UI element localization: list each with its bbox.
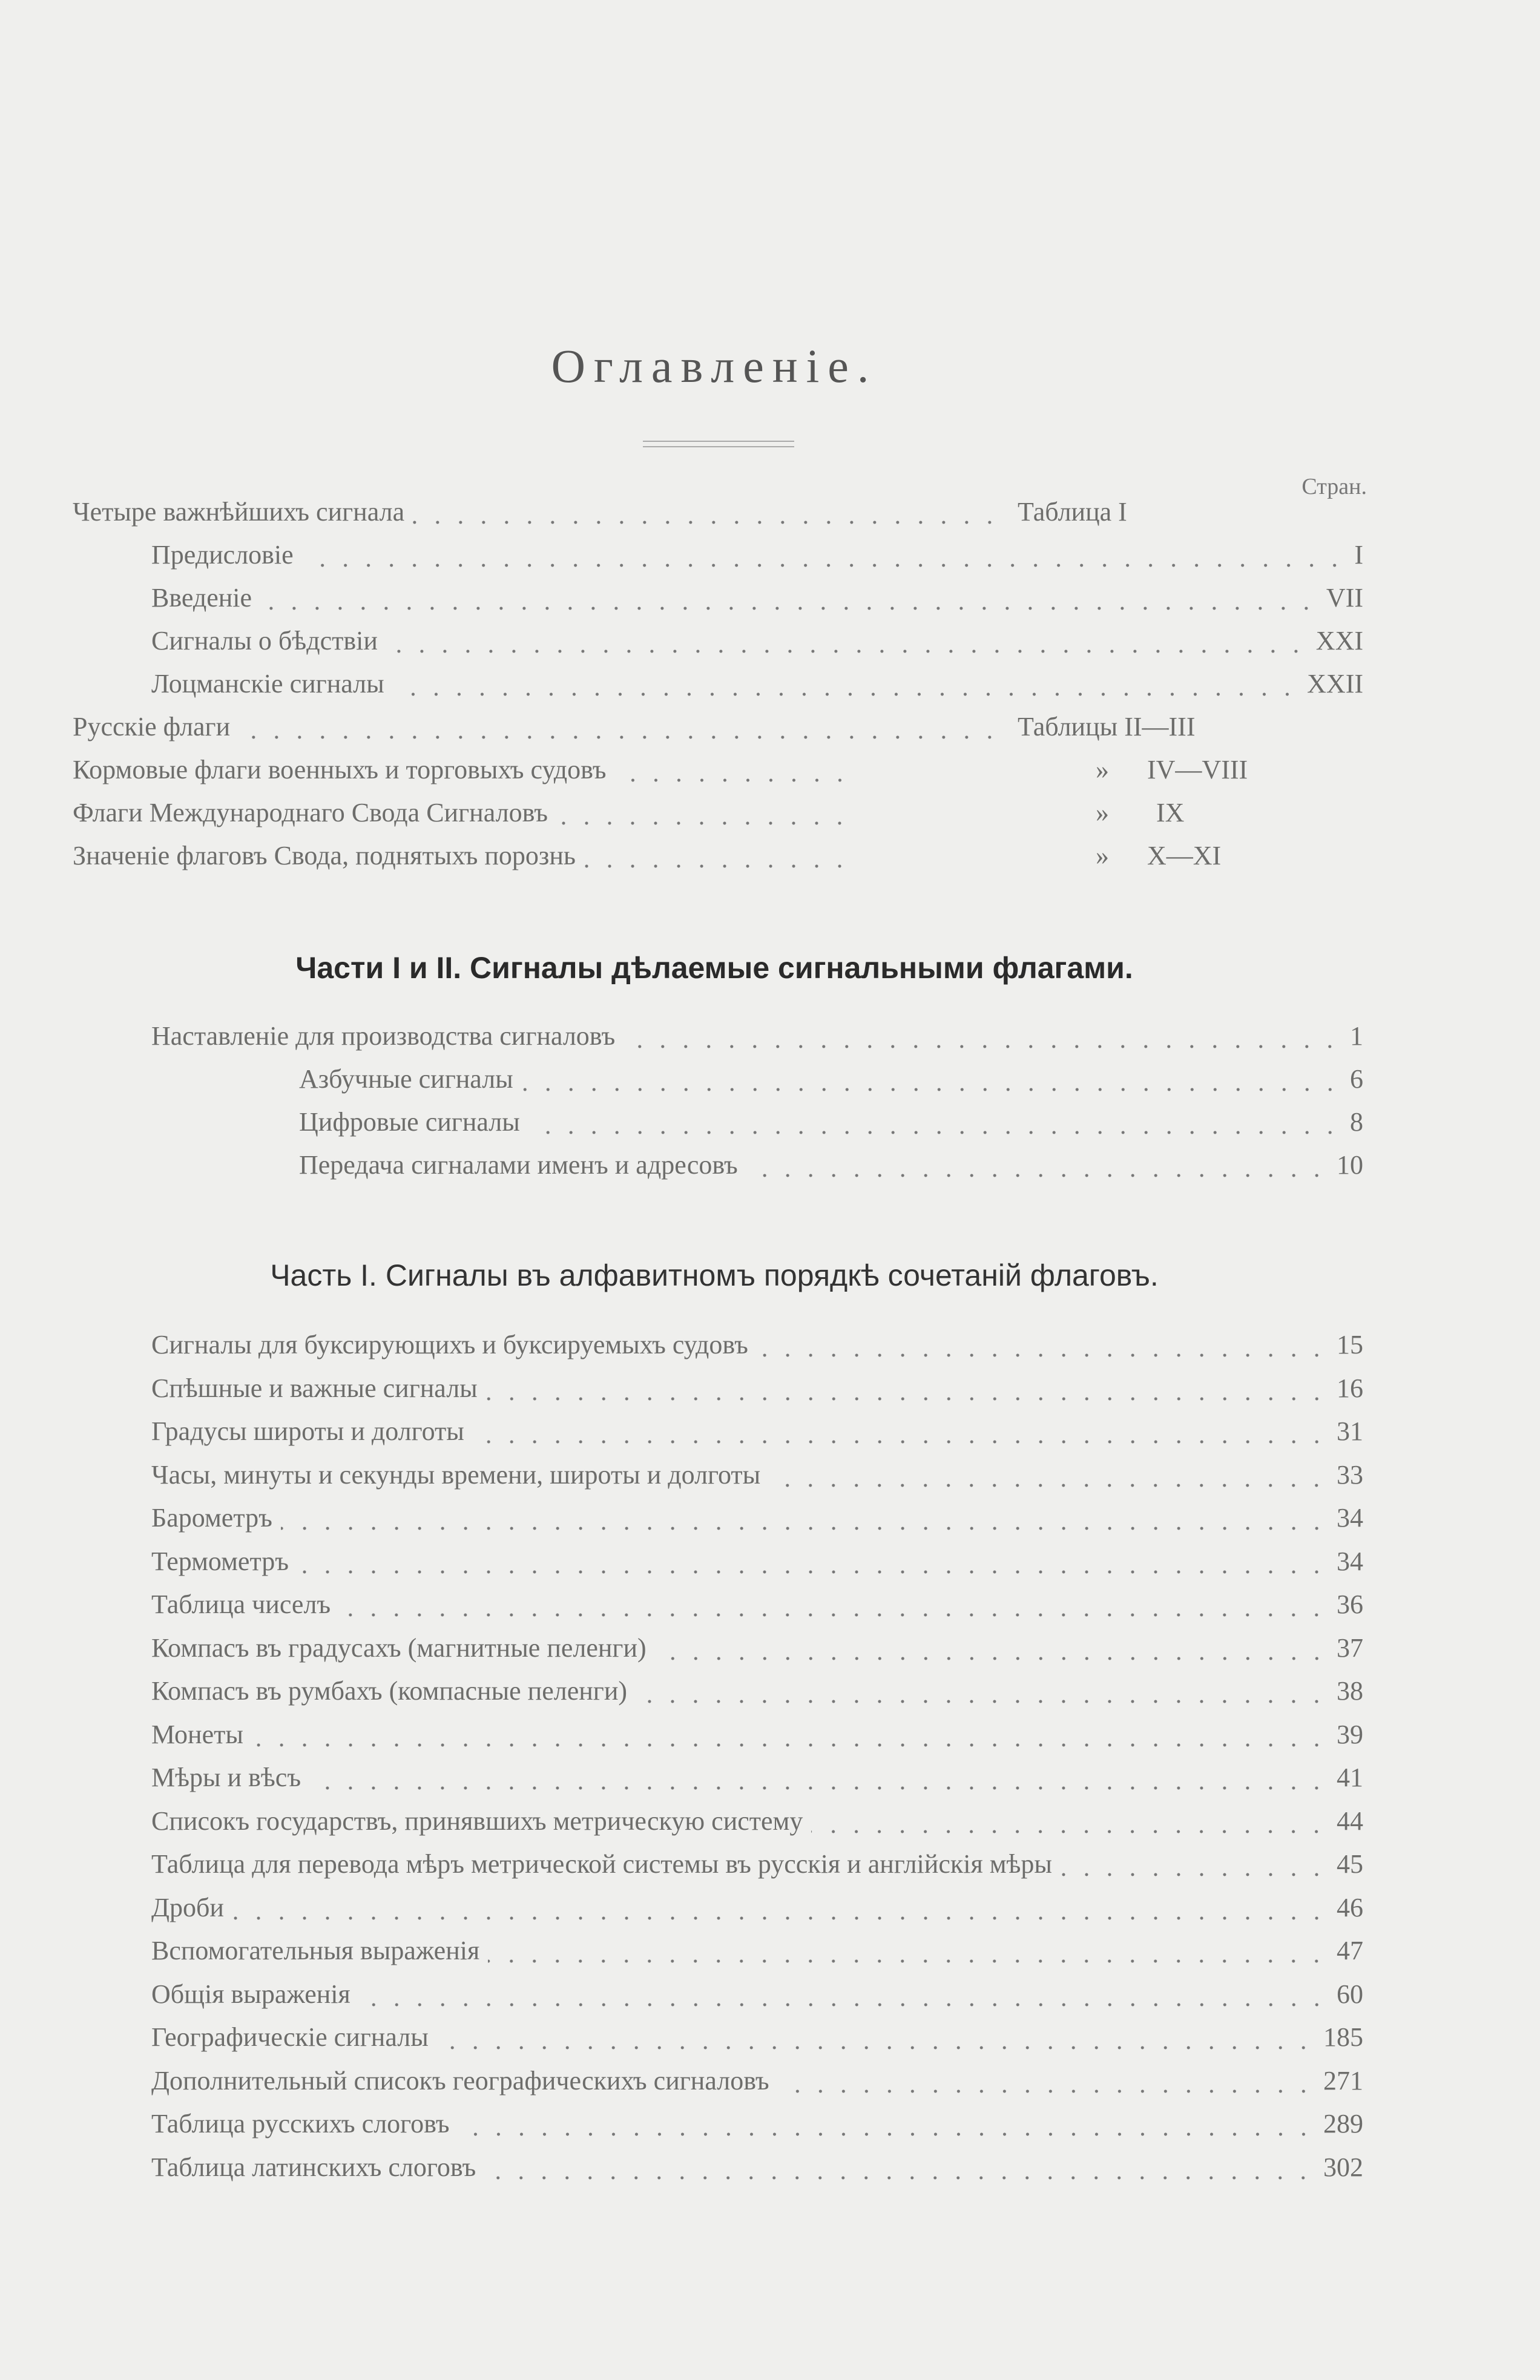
entry-title: Наставленіе для производства сигналовъ — [151, 1021, 616, 1051]
toc-entry[interactable] — [73, 496, 1010, 533]
dot-leader — [302, 564, 1346, 567]
page-number: 271 — [1323, 2065, 1363, 2096]
page-number: 38 — [1337, 1676, 1363, 1706]
entry-title: Списокъ государствъ, принявшихъ метрическую систему — [151, 1806, 803, 1836]
dot-leader — [437, 2046, 1315, 2050]
toc-entry[interactable] — [151, 1806, 1363, 1842]
dot-leader — [488, 1959, 1328, 1963]
page-number: 41 — [1337, 1763, 1363, 1792]
entry-title: Передача сигналами именъ и адресовъ — [299, 1150, 738, 1180]
page-number: 34 — [1337, 1546, 1363, 1576]
entry-title: Таблица латинскихъ слоговъ — [151, 2152, 476, 2182]
toc-entry[interactable] — [299, 1106, 1363, 1143]
dot-leader — [359, 2003, 1328, 2007]
toc-entry[interactable] — [151, 625, 1363, 662]
plate-number: X—XI — [1147, 841, 1222, 870]
entry-title: Градусы широты и долготы — [151, 1416, 464, 1446]
dot-leader — [260, 607, 1318, 610]
toc-entry[interactable] — [151, 1329, 1363, 1366]
toc-entry[interactable] — [73, 754, 860, 791]
section-heading-part-1: Часть I. Сигналы въ алфавитномъ порядкѣ сочетаній флаговъ. — [270, 1258, 1159, 1292]
entry-title: Географическіе сигналы — [151, 2022, 429, 2052]
entry-title: Вспомогательныя выраженія — [151, 1936, 480, 1965]
dot-leader — [769, 1484, 1328, 1487]
entry-title: Дополнительный списокъ географическихъ сигналовъ — [151, 2065, 769, 2096]
toc-entry[interactable] — [151, 1021, 1363, 1057]
toc-entry[interactable] — [151, 2065, 1363, 2102]
dot-leader — [615, 778, 851, 782]
dot-leader — [239, 735, 1001, 739]
entry-title: Монеты — [151, 1719, 243, 1749]
toc-entry[interactable] — [151, 539, 1363, 576]
plate-reference: Таблица I — [1018, 497, 1127, 527]
ditto-mark: » — [1096, 755, 1109, 784]
entry-title: Часы, минуты и секунды времени, широты и долготы — [151, 1459, 761, 1490]
page-number: XXI — [1315, 626, 1363, 656]
toc-entry[interactable] — [151, 2108, 1363, 2145]
section-heading-parts-1-2: Части I и II. Сигналы дѣлаемые сигнальными флагами. — [295, 951, 1133, 985]
entry-title: Лоцманскіе сигналы — [151, 669, 384, 699]
dot-leader — [473, 1440, 1328, 1444]
toc-entry[interactable] — [151, 1416, 1363, 1452]
page-number: 46 — [1337, 1892, 1363, 1922]
page-number: 34 — [1337, 1503, 1363, 1533]
entry-title: Компасъ въ румбахъ (компасные пеленги) — [151, 1676, 628, 1706]
dot-leader — [484, 2176, 1315, 2180]
plate-reference: Таблицы II—III — [1018, 712, 1196, 741]
page-number: I — [1354, 540, 1363, 570]
plate-number: IV—VIII — [1147, 755, 1248, 784]
page-number: 60 — [1337, 1979, 1363, 2009]
toc-entry[interactable] — [151, 1935, 1363, 1971]
toc-entry[interactable] — [151, 1459, 1363, 1496]
toc-entry[interactable] — [151, 1849, 1363, 1885]
dot-leader — [339, 1613, 1328, 1617]
toc-entry[interactable] — [151, 1762, 1363, 1798]
toc-entry[interactable] — [299, 1063, 1363, 1100]
page-number: 31 — [1337, 1416, 1363, 1446]
page-number: 6 — [1350, 1064, 1363, 1094]
entry-title: Термометръ — [151, 1546, 289, 1576]
dot-leader — [1061, 1873, 1328, 1876]
page-number: 16 — [1337, 1373, 1363, 1403]
dot-leader — [556, 821, 851, 825]
entry-title: Введеніе — [151, 583, 252, 613]
entry-title: Азбучные сигналы — [299, 1064, 513, 1094]
entry-title: Кормовые флаги военныхъ и торговыхъ судовъ — [73, 755, 607, 784]
entry-title: Дроби — [151, 1892, 224, 1922]
entry-title: Таблица чиселъ — [151, 1589, 331, 1619]
page-number: 1 — [1350, 1021, 1363, 1051]
entry-title: Цифровые сигналы — [299, 1107, 520, 1137]
entry-title: Сигналы для буксирующихъ и буксируемыхъ судовъ — [151, 1330, 748, 1359]
dot-leader — [636, 1700, 1328, 1703]
entry-title: Четыре важнѣйшихъ сигнала — [73, 497, 405, 527]
dot-leader — [458, 2132, 1315, 2136]
dot-leader — [528, 1131, 1341, 1134]
toc-entry[interactable] — [151, 1589, 1363, 1625]
entry-title: Сигналы о бѣдствіи — [151, 626, 378, 656]
entry-title: Предисловіе — [151, 540, 294, 570]
page-number: 289 — [1323, 2109, 1363, 2138]
dot-leader — [252, 1743, 1328, 1747]
dot-leader — [778, 2089, 1315, 2093]
toc-entry[interactable] — [151, 2022, 1363, 2058]
plate-number: IX — [1156, 798, 1185, 827]
entry-title: Мѣры и вѣсъ — [151, 1763, 301, 1792]
toc-entry[interactable] — [151, 2152, 1363, 2188]
page-title: Оглавленіе. — [551, 340, 878, 392]
toc-entry[interactable] — [151, 1979, 1363, 2015]
dot-leader — [281, 1527, 1328, 1530]
page-number: 302 — [1323, 2152, 1363, 2182]
entry-title: Таблица русскихъ слоговъ — [151, 2109, 450, 2138]
toc-entry[interactable] — [151, 582, 1363, 619]
dot-leader — [746, 1174, 1328, 1177]
dot-leader — [413, 521, 1001, 524]
toc-entry[interactable] — [73, 840, 860, 876]
dot-leader — [655, 1657, 1328, 1660]
page-column-header: Стран. — [1301, 474, 1367, 499]
page-number: 33 — [1337, 1459, 1363, 1490]
toc-entry[interactable] — [151, 668, 1363, 705]
dot-leader — [624, 1045, 1341, 1048]
toc-entry[interactable] — [299, 1149, 1363, 1186]
page-number: 8 — [1350, 1107, 1363, 1137]
dot-leader — [297, 1570, 1328, 1574]
dot-leader — [811, 1830, 1328, 1833]
page-number: XXII — [1307, 669, 1363, 699]
title-divider — [643, 441, 794, 447]
page-number: 44 — [1337, 1806, 1363, 1836]
page-number: 15 — [1337, 1330, 1363, 1359]
toc-entry[interactable] — [73, 711, 1010, 748]
entry-title: Таблица для перевода мѣръ метрической системы въ русскія и англійскія мѣры — [151, 1849, 1052, 1879]
dot-leader — [584, 864, 851, 868]
entry-title: Компасъ въ градусахъ (магнитные пеленги) — [151, 1632, 647, 1663]
entry-title: Спѣшные и важные сигналы — [151, 1373, 478, 1403]
toc-entry[interactable] — [151, 1675, 1363, 1712]
toc-entry[interactable] — [151, 1632, 1363, 1669]
toc-entry[interactable] — [151, 1892, 1363, 1928]
entry-title: Общія выраженія — [151, 1979, 350, 2009]
entry-title: Значеніе флаговъ Свода, поднятыхъ порознь — [73, 841, 576, 870]
page-number: VII — [1326, 583, 1363, 613]
dot-leader — [522, 1088, 1341, 1091]
toc-entry[interactable] — [151, 1502, 1363, 1539]
ditto-mark: » — [1096, 841, 1109, 870]
entry-title: Барометръ — [151, 1503, 272, 1533]
entry-title: Флаги Международнаго Свода Сигналовъ — [73, 798, 548, 827]
page-number: 37 — [1337, 1632, 1363, 1663]
dot-leader — [393, 692, 1298, 696]
toc-entry[interactable] — [151, 1373, 1363, 1409]
page-number: 45 — [1337, 1849, 1363, 1879]
toc-entry[interactable] — [151, 1546, 1363, 1582]
dot-leader — [309, 1786, 1328, 1790]
page-number: 185 — [1323, 2022, 1363, 2052]
page-number: 10 — [1337, 1150, 1363, 1180]
dot-leader — [386, 649, 1308, 653]
toc-entry[interactable] — [73, 797, 860, 833]
page-number: 36 — [1337, 1589, 1363, 1619]
dot-leader — [486, 1397, 1328, 1401]
dot-leader — [232, 1916, 1328, 1920]
entry-title: Русскіе флаги — [73, 712, 231, 741]
toc-entry[interactable] — [151, 1719, 1363, 1755]
page-number: 47 — [1337, 1936, 1363, 1965]
ditto-mark: » — [1096, 798, 1109, 827]
dot-leader — [757, 1353, 1328, 1357]
page-number: 39 — [1337, 1719, 1363, 1749]
